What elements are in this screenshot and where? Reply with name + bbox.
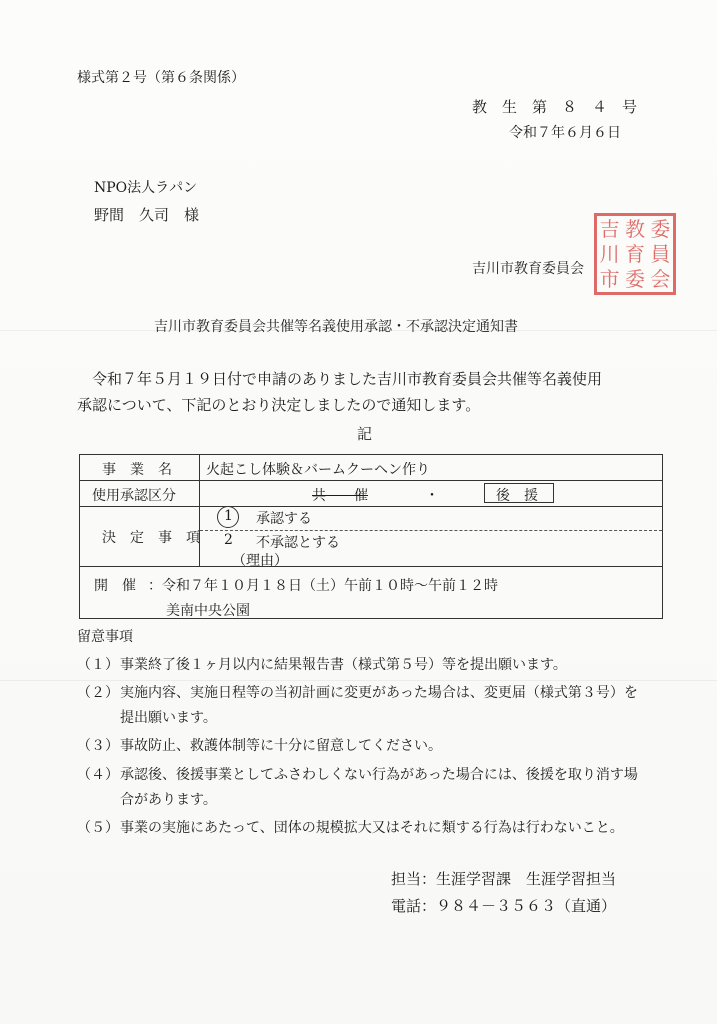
note-number: （１） [77,657,119,673]
seal-char: 員 [650,241,671,266]
held-place: 美南中央公園 [166,603,250,619]
seal-char: 委 [650,216,671,241]
held-datetime: ：令和７年１０月１８日（土）午前１０時～午前１２時 [148,578,498,594]
note-number: （３） [77,738,119,754]
category-separator: ・ [425,488,439,504]
event-name-value: 火起こし体験＆バームクーヘン作り [206,462,430,478]
contact-phone: 電話：９８４－３５６３（直通） [391,897,617,915]
held-label: 開 催 [94,578,136,594]
note-text: 事業の実施にあたって、団体の規模拡大又はそれに類する行為は行わないこと。 [120,820,624,836]
contact-person: 担当：生涯学習課 生涯学習担当 [391,870,617,888]
document-title: 吉川市教育委員会共催等名義使用承認・不承認決定通知書 [154,319,518,335]
seal-char: 市 [599,267,620,292]
seal-char: 育 [624,241,645,266]
decision-table [79,454,663,619]
ki-heading: 記 [357,425,373,443]
issue-date: 令和７年６月６日 [509,125,621,141]
seal-char: 教 [624,216,645,241]
seal-char: 会 [650,267,671,292]
note-text: 実施内容、実施日程等の当初計画に変更があった場合は、変更届（様式第３号）を [120,685,638,701]
table-dashed-rule [200,530,662,531]
decision-label: 決 定 事 項 [102,530,200,546]
table-rule [80,506,662,507]
table-rule [80,566,662,567]
notes-heading: 留意事項 [77,629,133,645]
seal-char: 委 [624,267,645,292]
seal-char: 川 [599,241,620,266]
decision-option-1: 承認する [256,511,312,527]
paper-fold-line [0,680,717,681]
table-rule [199,455,200,566]
category-label: 使用承認区分 [92,488,176,504]
category-support-selected: 後 援 [496,488,538,504]
note-number: （４） [77,767,119,783]
decision-option-2: 不承認とする [256,535,340,551]
decision-option-1-number: 1 [224,508,233,524]
recipient-org: NPO法人ラパン [94,180,198,196]
table-rule [80,480,662,481]
recipient-name: 野間 久司 様 [94,206,200,224]
sender-name: 吉川市教育委員会 [472,261,584,277]
body-line-2: 承認について、下記のとおり決定しましたので通知します。 [77,396,481,414]
note-number: （５） [77,820,119,836]
decision-reason: （理由） [232,553,288,569]
decision-option-2-number: 2 [224,532,233,548]
seal-char: 吉 [599,216,620,241]
document-number: 教 生 第 ８ ４ 号 [472,98,638,116]
official-seal-stamp [594,213,676,295]
category-cohost-struck: 共 催 [312,488,368,504]
note-text: 事業終了後１ヶ月以内に結果報告書（様式第５号）等を提出願います。 [120,657,567,673]
note-text-continued: 合があります。 [120,792,217,808]
body-line-1: 令和７年５月１９日付で申請のありました吉川市教育委員会共催等名義使用 [92,370,603,388]
note-number: （２） [77,685,119,701]
note-text: 事故防止、救護体制等に十分に留意してください。 [120,738,442,754]
note-text: 承認後、後援事業としてふさわしくない行為があった場合には、後援を取り消す場 [120,767,638,783]
event-name-label: 事 業 名 [102,462,172,478]
note-text-continued: 提出願います。 [120,710,217,726]
form-number: 様式第２号（第６条関係） [77,70,245,86]
